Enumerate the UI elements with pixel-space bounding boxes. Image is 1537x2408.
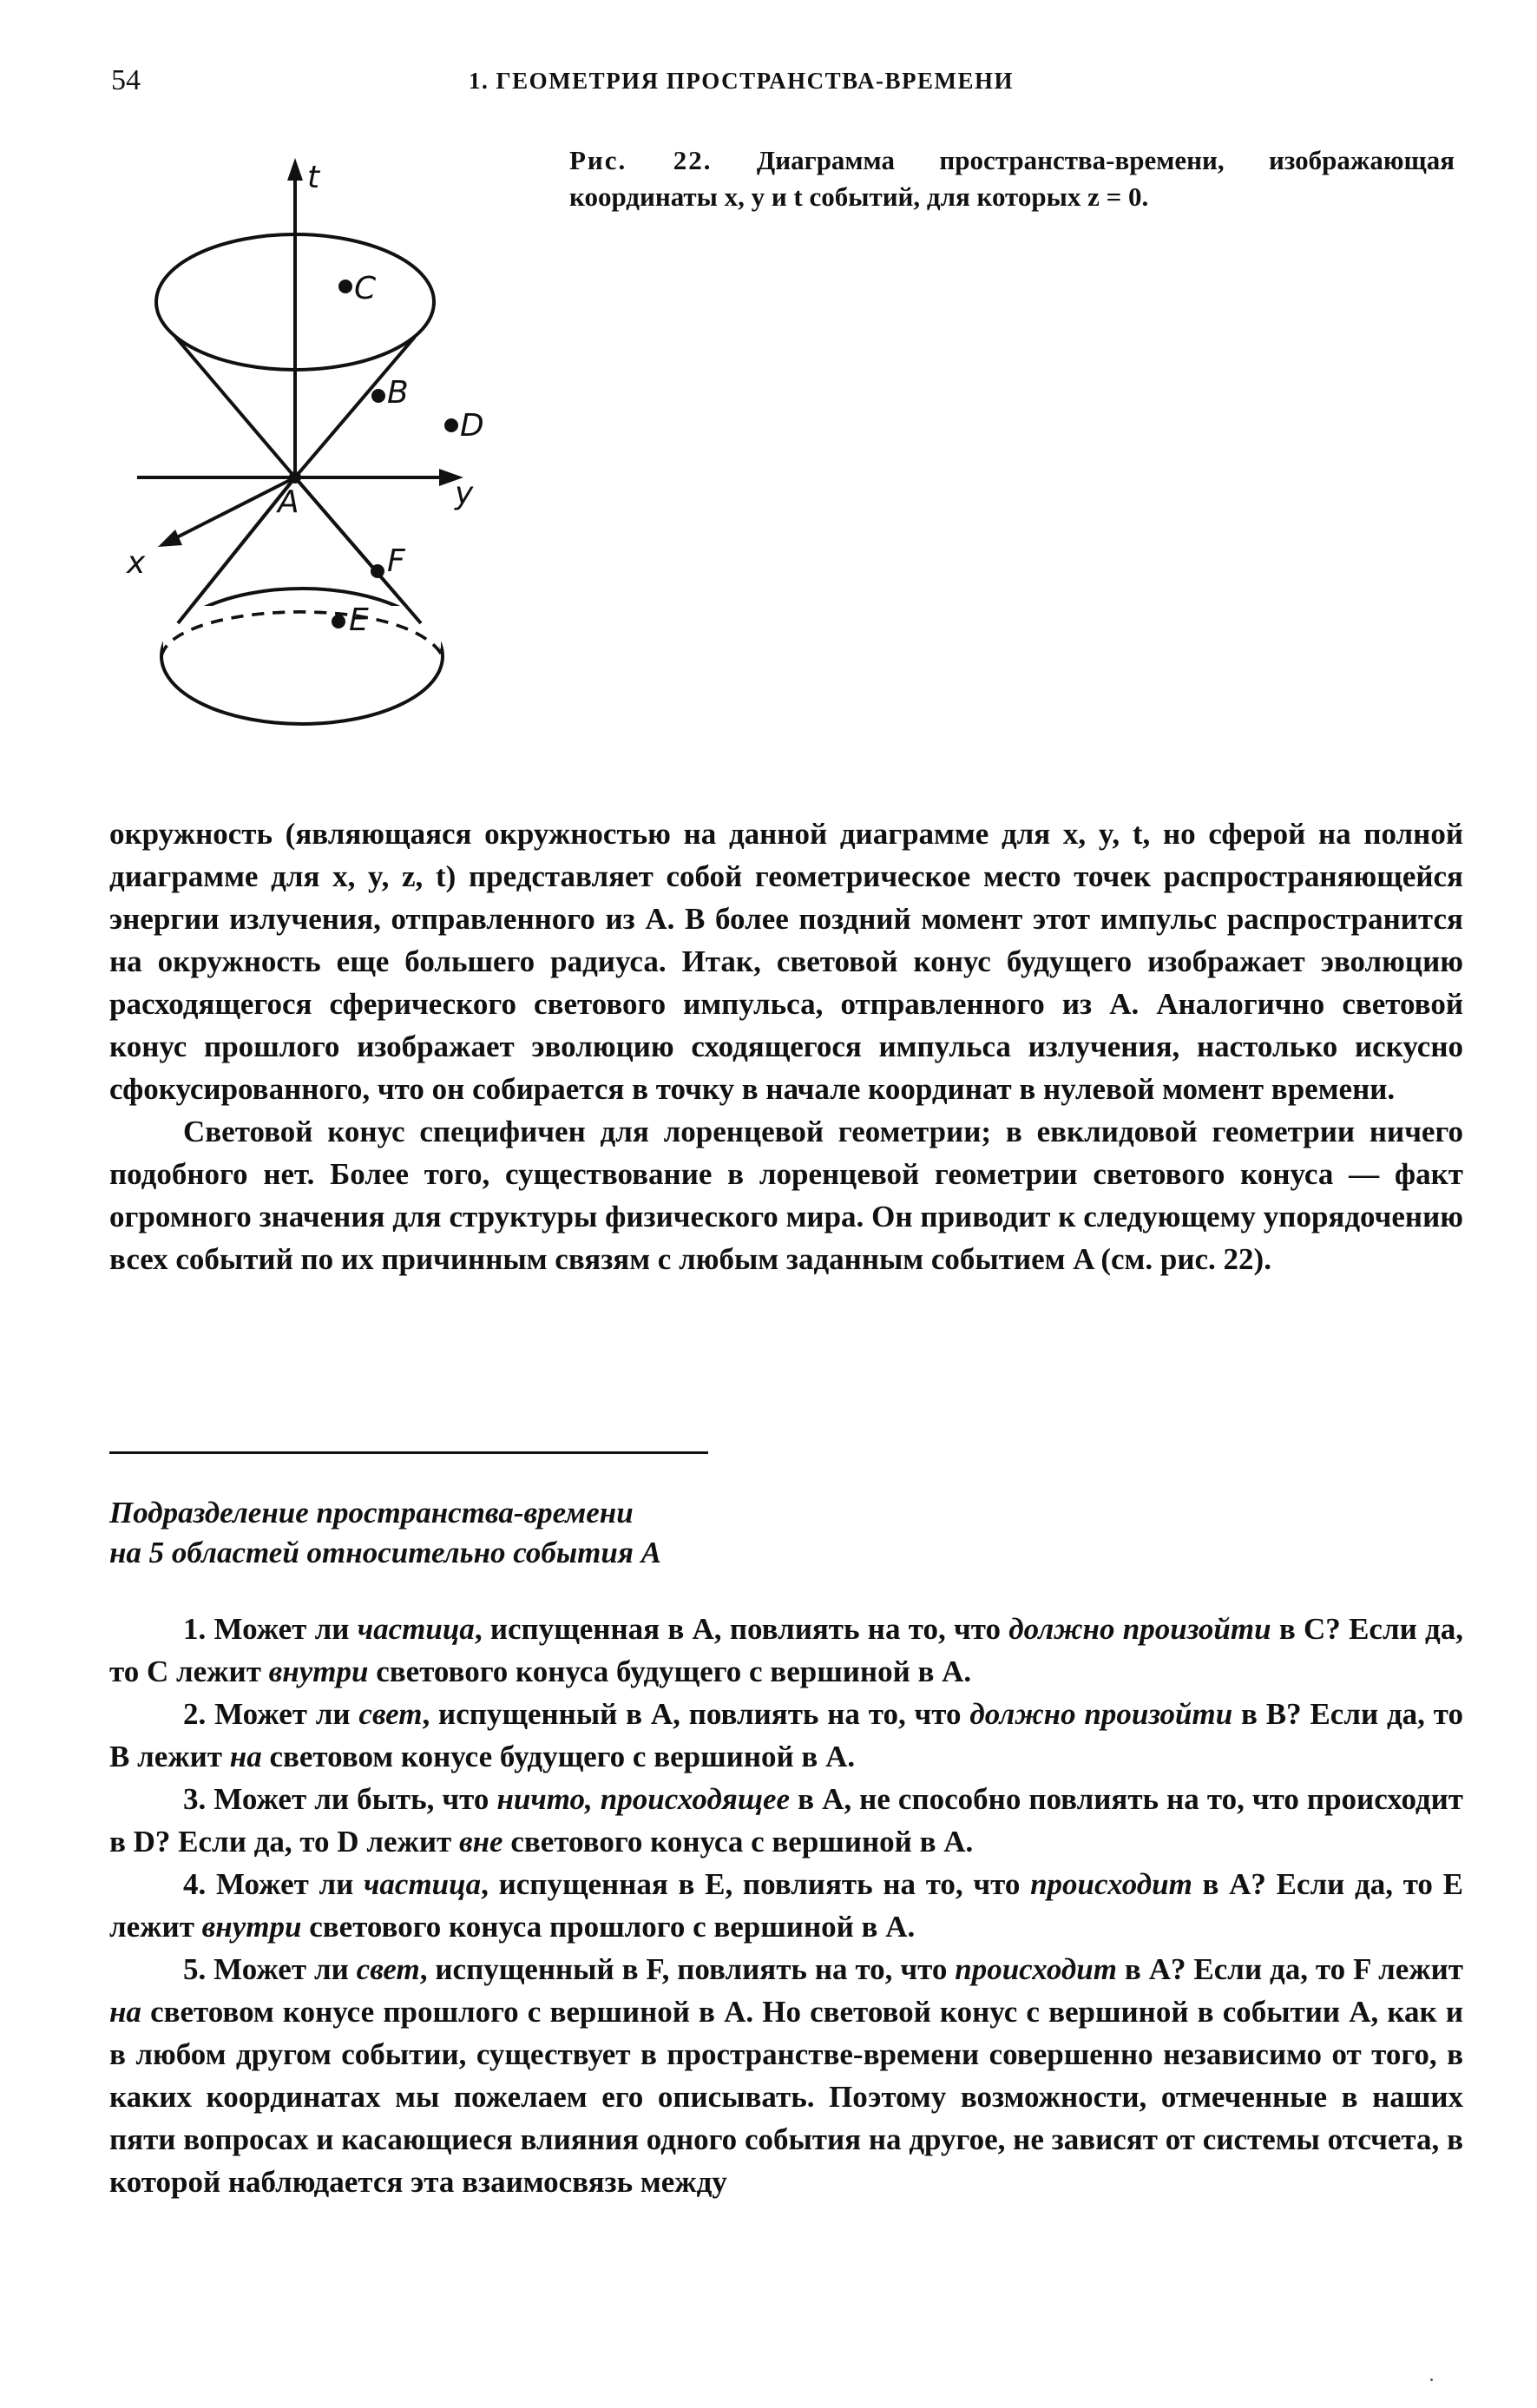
- section-title-line-2: на 5 областей относительно события A: [109, 1536, 661, 1569]
- question-list: [109, 1608, 1463, 2203]
- main-text: [109, 813, 1463, 1280]
- label-c: C: [354, 271, 377, 306]
- figure-caption: [569, 142, 1455, 215]
- label-y: y: [455, 476, 474, 511]
- page-number: 54: [111, 64, 141, 96]
- label-a: A: [278, 484, 299, 520]
- event-a-dot: [289, 471, 301, 484]
- light-cone-diagram: [122, 155, 538, 753]
- label-t: t: [307, 160, 320, 195]
- section-divider: [109, 1451, 708, 1454]
- paragraph-1: окружность (являющаяся окружностью на данной диаграмме для x, y, t, но сферой на полной диаграмме для x, y, z, t) представляет собой геометрическое место точек распространяющейся энергии излучения, отправленного из A. В более поздний момент этот импульс распространится на окружность еще большего радиуса. Итак, световой конус будущего изображает эволюцию расходящегося сферического светового импульса, отправленного из A. Аналогично световой конус прошлого изображает эволюцию сходящегося импульса излучения, настолько искусно сфокусированного, что он собирается в точку в начале координат в нулевой момент времени.: [109, 817, 1463, 1106]
- section-title-line-1: Подразделение пространства-времени: [109, 1496, 634, 1530]
- event-e-dot: [332, 615, 345, 628]
- list-item: 1. Может ли частица, испущенная в A, повлиять на то, что должно произойти в C? Если да, то C лежит внутри светового конуса будущего с вершиной в A.: [109, 1612, 1463, 1688]
- label-d: D: [460, 408, 484, 444]
- x-axis: [165, 477, 295, 543]
- label-f: F: [387, 543, 405, 579]
- label-e: E: [349, 602, 369, 638]
- event-d-dot: [444, 418, 458, 432]
- label-x: x: [127, 545, 146, 581]
- event-c-dot: [338, 280, 352, 293]
- scan-speck: [1430, 2378, 1433, 2381]
- paragraph-2: Световой конус специфичен для лоренцевой геометрии; в евклидовой геометрии ничего подобного нет. Более того, существование в лоренцевой геометрии светового конуса — факт огромного значения для структуры физического мира. Он приводит к следующему упорядочению всех событий по их причинным связям с любым заданным событием A (см. рис. 22).: [109, 1115, 1463, 1276]
- x-axis-arrow: [158, 530, 182, 547]
- running-head: 1. ГЕОМЕТРИЯ ПРОСТРАНСТВА-ВРЕМЕНИ: [469, 68, 1014, 94]
- list-item: 3. Может ли быть, что ничто, происходящее в A, не способно повлиять на то, что происходит в D? Если да, то D лежит вне светового конуса с вершиной в A.: [109, 1782, 1463, 1859]
- list-item: 4. Может ли частица, испущенная в E, повлиять на то, что происходит в A? Если да, то E лежит внутри светового конуса прошлого с вершиной в A.: [109, 1867, 1463, 1944]
- list-item: 5. Может ли свет, испущенный в F, повлиять на то, что происходит в A? Если да, то F лежит на световом конусе прошлого с вершиной в A. Но световой конус с вершиной в событии A, как и в любом другом событии, существует в пространстве-времени совершенно независимо от того, в каких координатах мы пожелаем его описывать. Поэтому возможности, отмеченные в наших пяти вопросах и касающиеся влияния одного события на другое, не зависят от системы отсчета, в которой наблюдается эта взаимосвязь между: [109, 1952, 1463, 2199]
- event-f-dot: [371, 564, 384, 578]
- cone-side-left-upper: [175, 337, 295, 477]
- caption-label: Рис. 22.: [569, 145, 713, 175]
- event-b-dot: [371, 389, 385, 403]
- list-item: 2. Может ли свет, испущенный в A, повлиять на то, что должно произойти в B? Если да, то B лежит на световом конусе будущего с вершиной в A.: [109, 1697, 1463, 1773]
- label-b: B: [387, 375, 409, 411]
- section-title: [109, 1493, 661, 1573]
- t-axis-arrow: [287, 158, 303, 181]
- caption-text: Диаграмма пространства-времени, изображающая координаты x, y и t событий, для которых z = 0.: [569, 145, 1455, 212]
